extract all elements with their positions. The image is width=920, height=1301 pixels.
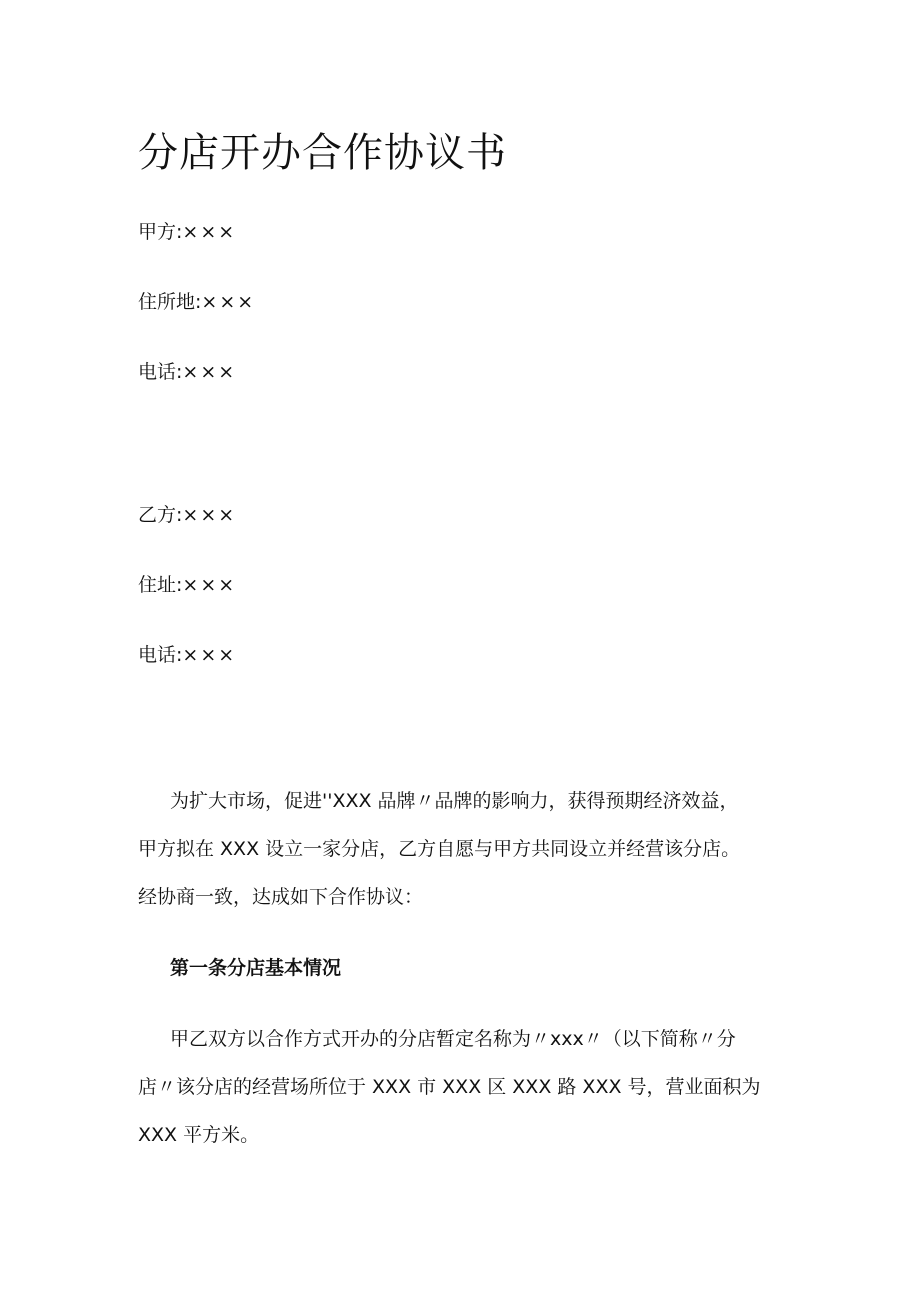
article-1-heading: 第一条分店基本情况 [170, 957, 342, 979]
preamble-line: 为扩大市场，促进''XXX 品牌〃品牌的影响力，获得预期经济效益， [170, 790, 739, 812]
party-b-name-label: 乙方: [138, 504, 183, 526]
party-a-address-label: 住所地: [138, 291, 202, 313]
preamble-line: 甲方拟在 XXX 设立一家分店，乙方自愿与甲方共同设立并经营该分店。 [138, 838, 741, 860]
party-a-name [138, 219, 236, 245]
party-a-name-value: ××× [182, 221, 237, 243]
party-a-phone-label: 电话: [138, 361, 183, 383]
party-b-phone-value: ××× [182, 644, 237, 666]
party-a-phone [138, 359, 236, 385]
article-1-line: 甲乙双方以合作方式开办的分店暂定名称为〃xxx〃（以下简称〃分 [170, 1028, 736, 1050]
party-b-address-value: ××× [182, 574, 237, 596]
party-b-phone [138, 642, 236, 668]
article-1-line: XXX 平方米。 [138, 1124, 260, 1146]
party-a-address [138, 289, 255, 315]
preamble-line: 经协商一致，达成如下合作协议： [138, 886, 424, 908]
article-1-paragraph [138, 1015, 786, 1159]
article-1-line: 店〃该分店的经营场所位于 XXX 市 XXX 区 XXX 路 XXX 号，营业面积为 [138, 1076, 761, 1098]
party-a-phone-value: ××× [182, 361, 237, 383]
party-b-name-value: ××× [182, 504, 237, 526]
party-a-name-label: 甲方: [138, 221, 183, 243]
party-a-address-value: ××× [201, 291, 256, 313]
party-b-name [138, 502, 236, 528]
party-b-address [138, 572, 236, 598]
party-b-address-label: 住址: [138, 574, 183, 596]
party-b-phone-label: 电话: [138, 644, 183, 666]
document-title: 分店开办合作协议书 [138, 130, 507, 176]
preamble-paragraph [138, 777, 786, 921]
